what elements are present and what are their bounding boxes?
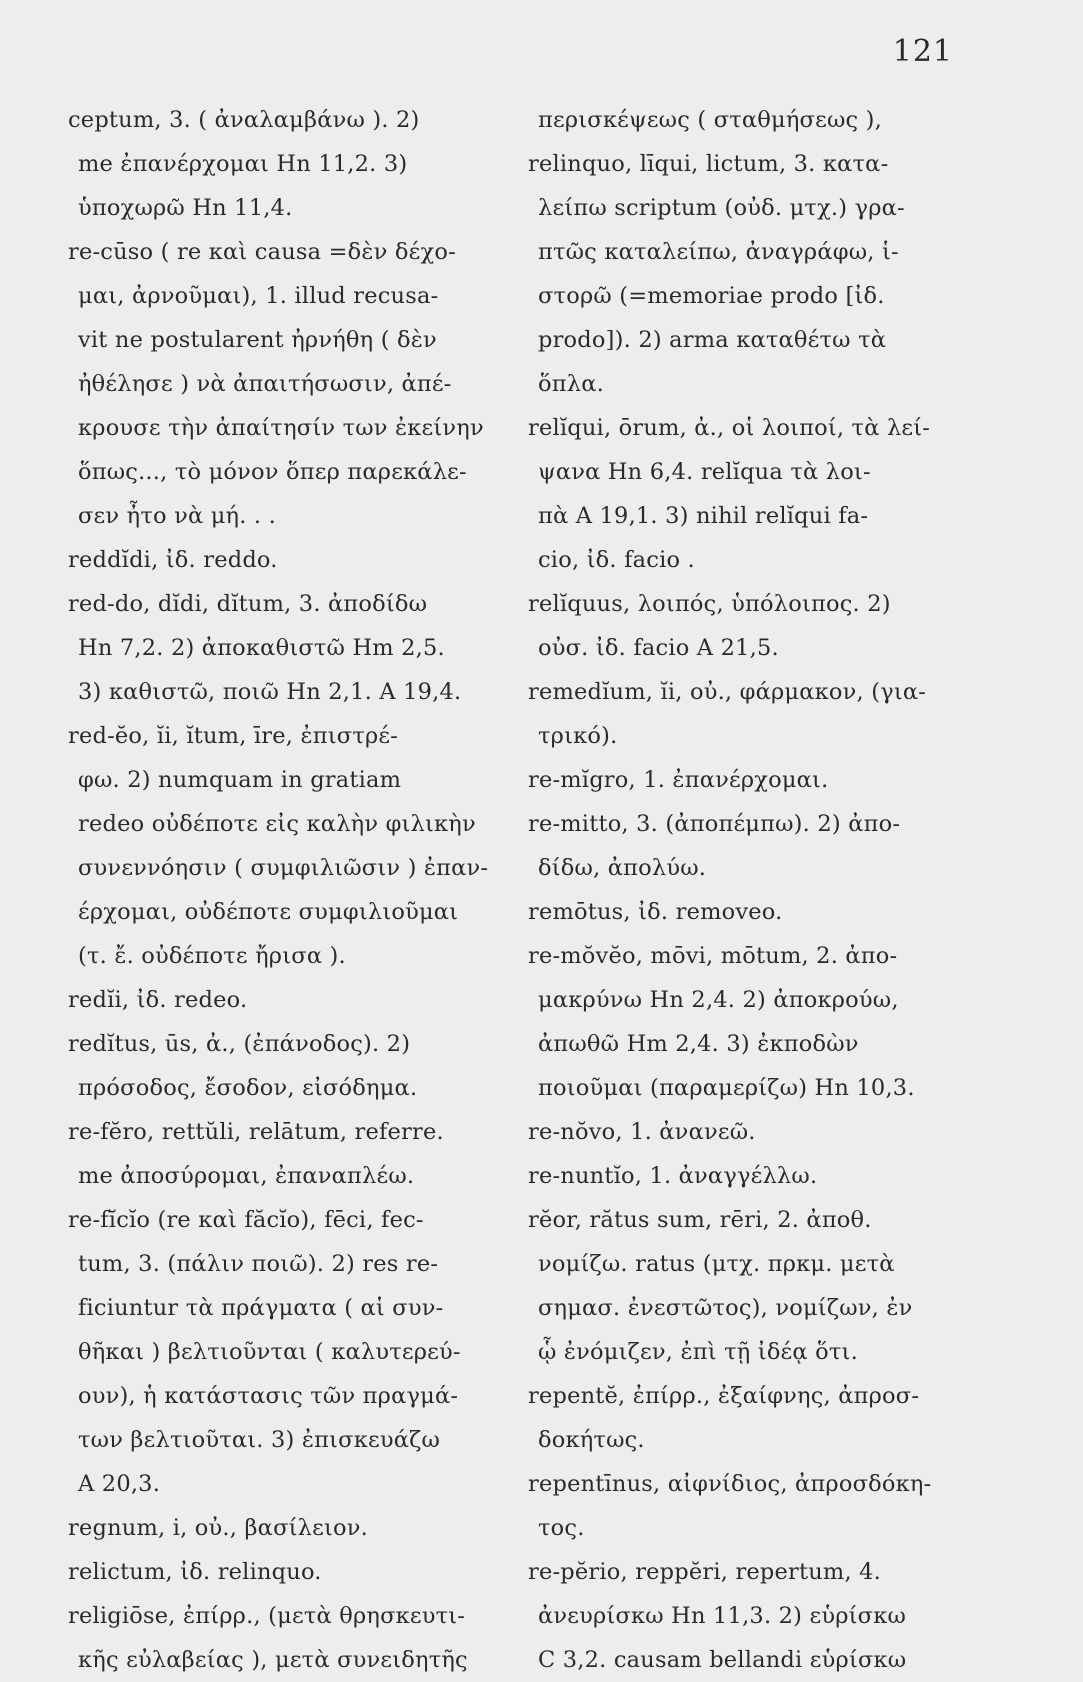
text-line: C 3,2. causam bellandi εὑρίσκω [538,1647,907,1673]
text-line: A 20,3. [78,1471,161,1497]
text-line: ἀπωθῶ Hm 2,4. 3) ἐκποδὼν [538,1031,859,1057]
text-line: σημασ. ἐνεστῶτος), νομίζων, ἐν [538,1295,913,1321]
text-line: re-pĕrio, reppĕri, repertum, 4. [528,1559,882,1585]
text-line: me ἐπανέρχομαι Hn 11,2. 3) [78,151,408,177]
text-line: ουν), ἡ κατάστασις τῶν πραγμά- [78,1383,459,1409]
text-line: ἀνευρίσκω Hn 11,3. 2) εὑρίσκω [538,1603,907,1629]
text-line: νομίζω. ratus (μτχ. πρκμ. μετὰ [538,1251,895,1277]
text-line: repentĕ, ἐπίρρ., ἐξαίφνης, ἀπροσ- [528,1383,920,1409]
text-line: μακρύνω Hn 2,4. 2) ἀποκρούω, [538,987,899,1013]
text-line: me ἀποσύρομαι, ἐπαναπλέω. [78,1163,415,1189]
text-line: τος. [538,1515,585,1541]
text-line: reddĭdi, ἰδ. reddo. [68,547,278,573]
text-line: ὑποχωρῶ Hn 11,4. [78,195,293,221]
text-line: κῆς εὐλαβείας ), μετὰ συνειδητῆς [78,1647,468,1673]
text-line: έρχομαι, οὐδέποτε συμφιλιοῦμαι [78,899,459,925]
text-line: regnum, i, οὐ., βασίλειον. [68,1515,368,1541]
text-line: θῆκαι ) βελτιοῦνται ( καλυτερεύ- [78,1339,461,1365]
text-line: cio, ἰδ. facio . [538,547,695,573]
text-line: rĕor, rătus sum, rēri, 2. ἀποθ. [528,1207,872,1233]
text-line: relinquo, līqui, lictum, 3. κατα- [528,151,889,177]
text-line: 3) καθιστῶ, ποιῶ Hn 2,1. A 19,4. [78,679,462,705]
text-line: (τ. ἔ. οὐδέποτε ἤρισα ). [78,943,346,969]
text-line: ἠθέλησε ) νὰ ἀπαιτήσωσιν, ἀπέ- [78,371,452,397]
text-line: τρικό). [538,723,618,749]
text-line: re-mŏvĕo, mōvi, mōtum, 2. ἀπο- [528,943,898,969]
text-line: relĭqui, ōrum, ἀ., οἱ λοιποί, τὰ λεί- [528,415,931,441]
text-line: πὰ A 19,1. 3) nihil relĭqui fa- [538,503,869,529]
text-line: δίδω, ἀπολύω. [538,855,707,881]
text-line: prodo]). 2) arma καταθέτω τὰ [538,327,887,353]
text-line: πρόσοδος, ἔσοδον, εἰσόδημα. [78,1075,418,1101]
text-line: ψανα Hn 6,4. relĭqua τὰ λοι- [538,459,871,485]
text-line: re-nuntĭo, 1. ἀναγγέλλω. [528,1163,818,1189]
text-line: ceptum, 3. ( ἀναλαμβάνω ). 2) [68,107,420,133]
text-line: μαι, ἀρνοῦμαι), 1. illud recusa- [78,283,439,309]
text-line: re-cūso ( re καὶ causa =δὲν δέχο- [68,239,456,265]
text-line: πτῶς καταλείπω, ἀναγράφω, ἱ- [538,239,899,265]
text-line: ficiuntur τὰ πράγματα ( αἱ συν- [78,1295,444,1321]
text-line: vit ne postularent ἠρνήθη ( δὲν [78,327,437,353]
text-line: re-mitto, 3. (ἀποπέμπω). 2) ἀπο- [528,811,901,837]
text-line: red-ĕo, ĭi, ĭtum, īre, ἐπιστρέ- [68,723,399,749]
text-line: ᾧ ἐνόμιζεν, ἐπὶ τῇ ἰδέᾳ ὅτι. [538,1339,858,1365]
text-line: των βελτιοῦται. 3) ἐπισκευάζω [78,1427,441,1453]
text-line: tum, 3. (πάλιν ποιῶ). 2) res re- [78,1251,439,1277]
text-line: re-mĭgro, 1. ἐπανέρχομαι. [528,767,829,793]
text-line: Hn 7,2. 2) ἀποκαθιστῶ Hm 2,5. [78,635,445,661]
text-line: re-fĭcĭo (re καὶ făcĭo), fēci, fec- [68,1207,424,1233]
text-line: στορῶ (=memoriae prodo [ἰδ. [538,283,885,309]
text-line: repentīnus, αἰφνίδιος, ἀπροσδόκη- [528,1471,932,1497]
text-line: ὅπλα. [538,371,604,397]
left-column [68,98,496,1682]
text-line: περισκέψεως ( σταθμήσεως ), [538,107,882,133]
text-line: redeo οὐδέποτε εἰς καλὴν φιλικὴν [78,811,476,837]
text-line: ποιοῦμαι (παραμερίζω) Hn 10,3. [538,1075,915,1101]
text-line: re-fĕro, rettŭli, relātum, referre. [68,1119,444,1145]
text-line: ὅπως..., τὸ μόνον ὅπερ παρεκάλε- [78,459,467,485]
text-line: remedĭum, ĭi, οὐ., φάρμακον, (για- [528,679,927,705]
page-number: 121 [892,34,953,69]
text-line: religiōse, ἐπίρρ., (μετὰ θρησκευτι- [68,1603,466,1629]
text-line: δοκήτως. [538,1427,645,1453]
text-line: redĭi, ἰδ. redeo. [68,987,248,1013]
text-line: κρουσε τὴν ἀπαίτησίν των ἐκείνην [78,415,484,441]
text-line: συνεννόησιν ( συμφιλιῶσιν ) ἐπαν- [78,855,489,881]
text-line: relictum, ἰδ. relinquo. [68,1559,322,1585]
text-line: λείπω scriptum (οὐδ. μτχ.) γρα- [538,195,905,221]
text-line: οὐσ. ἰδ. facio A 21,5. [538,635,779,661]
text-line: remōtus, ἰδ. removeo. [528,899,783,925]
text-line: relĭquus, λοιπός, ὑπόλοιπος. 2) [528,591,891,617]
text-line: redĭtus, ūs, ἀ., (ἐπάνοδος). 2) [68,1031,411,1057]
text-line: φω. 2) numquam in gratiam [78,767,402,793]
text-line: σεν ἦτο νὰ μή. . . [78,503,276,529]
right-column [528,98,968,1682]
text-line: re-nŏvo, 1. ἀνανεῶ. [528,1119,756,1145]
text-line: red-do, dĭdi, dĭtum, 3. ἀποδίδω [68,591,428,617]
